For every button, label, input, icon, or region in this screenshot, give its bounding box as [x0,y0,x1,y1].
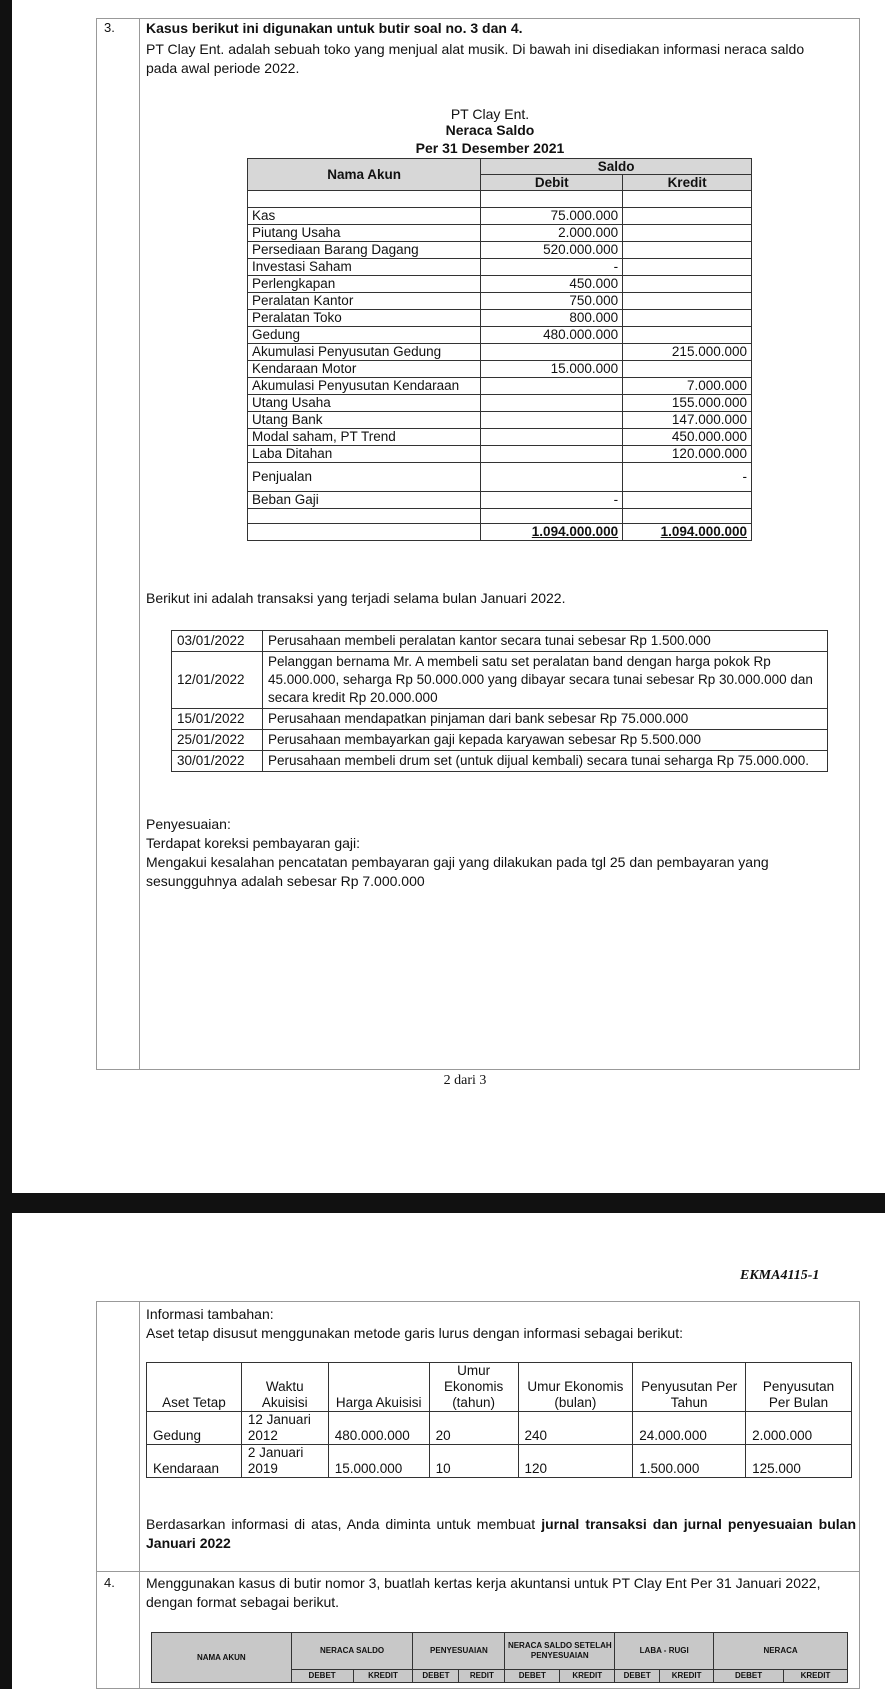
question-3-intro-heading: Kasus berikut ini digunakan untuk butir soal no. 3 dan 4. [146,20,523,36]
asset-cell: 2.000.000 [746,1412,852,1445]
debit-value: 480.000.000 [481,327,623,344]
trial-balance [247,158,752,541]
transaction-row [172,730,828,751]
transactions-table [171,630,828,772]
debit-value: 15.000.000 [481,361,623,378]
kredit-value: 7.000.000 [623,378,752,395]
instruction [146,1515,856,1553]
trial-balance-row [248,378,752,395]
course-code: EKMA4115-1 [740,1268,820,1283]
info-text: Aset tetap disusut menggunakan metode garis lurus dengan informasi sebagai berikut: [146,1325,683,1341]
trial-balance-row [248,259,752,276]
worksheet-header: PENYESUAIAN [413,1633,505,1670]
transactions-intro: Berikut ini adalah transaksi yang terjadi selama bulan Januari 2022. [146,590,566,606]
transaction-description: Perusahaan mendapatkan pinjaman dari bank sebesar Rp 75.000.000 [262,709,827,730]
kredit-value [623,293,752,310]
asset-cell: 240 [518,1412,633,1445]
header-saldo: Saldo [481,159,752,175]
trial-balance-row [248,276,752,293]
worksheet-format [151,1632,848,1683]
account-name: Kendaraan Motor [248,361,481,378]
worksheet-header: LABA - RUGI [615,1633,714,1670]
transaction-description: Perusahaan membeli drum set (untuk dijual kembali) secara tunai seharga Rp 75.000.000. [262,751,827,772]
account-name: Penjualan [248,463,481,492]
account-name: Peralatan Toko [248,310,481,327]
transaction-row [172,631,828,652]
worksheet-subheader: DEBET [413,1670,459,1683]
asset-cell: 1.500.000 [633,1445,746,1478]
question-3-intro-line-1: PT Clay Ent. adalah sebuah toko yang menjual alat musik. Di bawah ini disediakan informasi neraca saldo [146,41,805,57]
asset-header: Umur Ekonomis (bulan) [518,1363,633,1412]
asset-cell: 2 Januari 2019 [241,1445,328,1478]
trial-balance-row [248,208,752,225]
adjustment-line-3: sesungguhnya adalah sebesar Rp 7.000.000 [146,873,425,889]
transaction-date: 03/01/2022 [172,631,263,652]
asset-header: Waktu Akuisisi [241,1363,328,1412]
kredit-value [623,259,752,276]
account-name: Akumulasi Penyusutan Kendaraan [248,378,481,395]
worksheet-header: NERACA [714,1633,848,1670]
asset-row [147,1412,852,1445]
question-3-number: 3. [104,20,115,35]
kredit-value: 120.000.000 [623,446,752,463]
company-name: PT Clay Ent. [450,106,530,122]
asset-header: Penyusutan Per Tahun [633,1363,746,1412]
worksheet-subheader: KREDIT [560,1670,615,1683]
transaction-description: Perusahaan membeli peralatan kantor secara tunai sebesar Rp 1.500.000 [262,631,827,652]
asset-header: Aset Tetap [147,1363,242,1412]
debit-value: - [481,259,623,276]
asset-cell: 15.000.000 [328,1445,429,1478]
transaction-row [172,709,828,730]
adjustment-title: Penyesuaian: [146,816,231,832]
trial-balance-row [248,446,752,463]
instruction-bold: jurnal transaksi dan jurnal penyesuaian bulan Januari 2022 [146,1516,856,1551]
trial-balance-row [248,293,752,310]
kredit-value [623,208,752,225]
transaction-date: 30/01/2022 [172,751,263,772]
debit-value: 2.000.000 [481,225,623,242]
account-name: Laba Ditahan [248,446,481,463]
trial-balance-row [248,463,752,492]
transaction-row [172,751,828,772]
transaction-description: Pelanggan bernama Mr. A membeli satu set peralatan band dengan harga pokok Rp 45.000.000, seharga Rp 50.000.000 yang dibayar secara tunai sebesar Rp 30.000.000 dan secara kredit Rp 20.000.000 [262,652,827,709]
asset-cell: 12 Januari 2012 [241,1412,328,1445]
report-date: Per 31 Desember 2021 [415,140,565,156]
trial-balance-row [248,327,752,344]
debit-value [481,344,623,361]
asset-cell: Gedung [147,1412,242,1445]
trial-balance-row [248,412,752,429]
account-name: Investasi Saham [248,259,481,276]
trial-balance-row [248,225,752,242]
kredit-value [623,225,752,242]
instruction-text: Berdasarkan informasi di atas, Anda diminta untuk membuat [146,1516,536,1532]
worksheet-subheader: KREDIT [784,1670,848,1683]
worksheet-header: NAMA AKUN [152,1633,292,1683]
asset-cell: 120 [518,1445,633,1478]
asset-table [146,1362,852,1478]
debit-value [481,412,623,429]
total-kredit: 1.094.000.000 [623,524,752,541]
kredit-value [623,276,752,293]
debit-value [481,378,623,395]
header-kredit: Kredit [623,175,752,191]
asset-cell: 20 [429,1412,518,1445]
debit-value: 450.000 [481,276,623,293]
trial-balance-row [248,361,752,378]
account-name: Utang Bank [248,412,481,429]
debit-value [481,395,623,412]
account-name: Piutang Usaha [248,225,481,242]
debit-value [481,463,623,492]
transaction-date: 25/01/2022 [172,730,263,751]
transaction-description: Perusahaan membayarkan gaji kepada karyawan sebesar Rp 5.500.000 [262,730,827,751]
kredit-value: 155.000.000 [623,395,752,412]
account-name: Modal saham, PT Trend [248,429,481,446]
account-name: Kas [248,208,481,225]
asset-header: Umur Ekonomis (tahun) [429,1363,518,1412]
worksheet-subheader: DEBET [714,1670,784,1683]
trial-balance-row [248,310,752,327]
page-number: 2 dari 3 [443,1073,487,1088]
worksheet-subheader: DEBET [615,1670,660,1683]
asset-cell: 10 [429,1445,518,1478]
debit-value [481,446,623,463]
kredit-value [623,310,752,327]
asset-row [147,1445,852,1478]
account-name: Utang Usaha [248,395,481,412]
debit-value: 800.000 [481,310,623,327]
transaction-date: 15/01/2022 [172,709,263,730]
kredit-value: 147.000.000 [623,412,752,429]
adjustment-line-1: Terdapat koreksi pembayaran gaji: [146,835,361,851]
question-4-number: 4. [104,1575,115,1590]
asset-cell: 24.000.000 [633,1412,746,1445]
account-name: Perlengkapan [248,276,481,293]
kredit-value [623,327,752,344]
asset-cell: 480.000.000 [328,1412,429,1445]
worksheet-header: NERACA SALDO [291,1633,413,1670]
account-name: Peralatan Kantor [248,293,481,310]
debit-value: 75.000.000 [481,208,623,225]
kredit-value: 215.000.000 [623,344,752,361]
debit-value: 520.000.000 [481,242,623,259]
header-debit: Debit [481,175,623,191]
debit-value: 750.000 [481,293,623,310]
trial-balance-row [248,492,752,509]
asset-header: Harga Akuisisi [328,1363,429,1412]
report-title: Neraca Saldo [445,122,535,138]
kredit-value [623,492,752,509]
worksheet-subheader: DEBET [291,1670,353,1683]
question-3-intro-line-2: pada awal periode 2022. [146,60,300,76]
worksheet-subheader: REDIT [459,1670,505,1683]
kredit-value [623,361,752,378]
worksheet-subheader: KREDIT [660,1670,714,1683]
transaction-date: 12/01/2022 [172,652,263,709]
worksheet-header: NERACA SALDO SETELAH PENYESUAIAN [505,1633,615,1670]
account-name: Beban Gaji [248,492,481,509]
asset-cell: 125.000 [746,1445,852,1478]
worksheet-subheader: DEBET [505,1670,560,1683]
account-name: Persediaan Barang Dagang [248,242,481,259]
worksheet-subheader: KREDIT [353,1670,413,1683]
asset-header: Penyusutan Per Bulan [746,1363,852,1412]
trial-balance-row [248,395,752,412]
account-name: Akumulasi Penyusutan Gedung [248,344,481,361]
trial-balance-row [248,344,752,361]
asset-cell: Kendaraan [147,1445,242,1478]
kredit-value: 450.000.000 [623,429,752,446]
account-name: Gedung [248,327,481,344]
debit-value: - [481,492,623,509]
header-nama-akun: Nama Akun [248,159,481,191]
adjustment-line-2: Mengakui kesalahan pencatatan pembayaran gaji yang dilakukan pada tgl 25 dan pembayaran yang [146,854,769,870]
question-4-text: Menggunakan kasus di butir nomor 3, buatlah kertas kerja akuntansi untuk PT Clay Ent Per 31 Januari 2022, dengan format sebagai berikut. [146,1575,821,1610]
info-title: Informasi tambahan: [146,1306,274,1322]
kredit-value [623,242,752,259]
trial-balance-row [248,242,752,259]
kredit-value: - [623,463,752,492]
trial-balance-row [248,429,752,446]
debit-value [481,429,623,446]
transaction-row [172,652,828,709]
total-debit: 1.094.000.000 [481,524,623,541]
